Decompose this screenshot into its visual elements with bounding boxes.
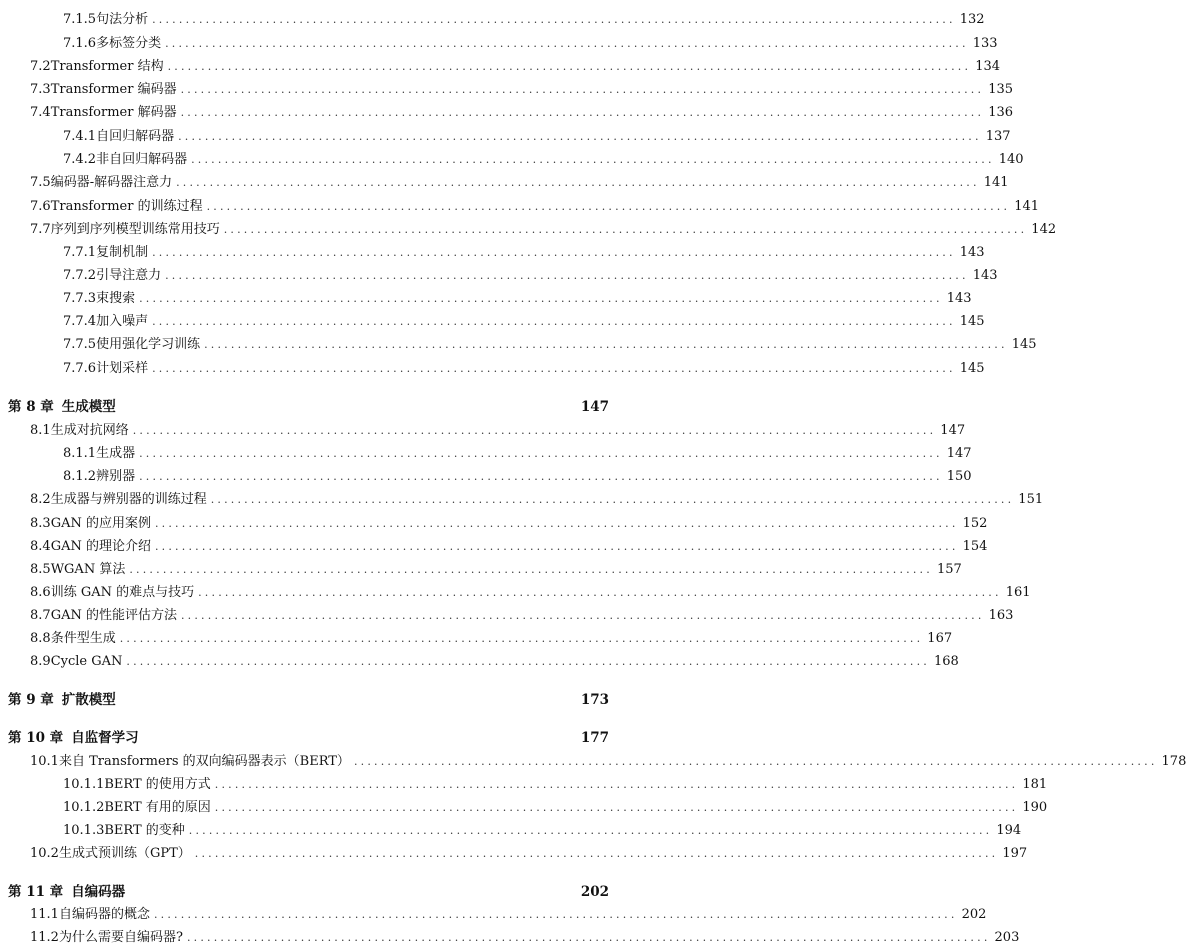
entry-title: Transformer 结构 [50, 59, 164, 74]
entry-number: 11.2 [30, 930, 59, 945]
entry-number: 8.1.2 [63, 469, 97, 484]
dot-leader: ........................................................................................................................ [178, 130, 982, 143]
page-number: 197 [1002, 846, 1028, 861]
page-number: 150 [946, 469, 972, 484]
dot-leader: ........................................................................................................................ [119, 632, 924, 645]
page-number: 163 [988, 608, 1014, 623]
entry-title: 自编码器的概念 [58, 907, 150, 922]
entry-title: 使用强化学习训练 [96, 337, 201, 352]
entry-title: 编码器-解码器注意力 [50, 175, 173, 190]
page-number: 136 [988, 105, 1014, 120]
entry-title: 多标签分类 [96, 36, 162, 51]
dot-leader: ........................................................................................................................ [126, 655, 930, 668]
page-number: 151 [1018, 492, 1044, 507]
subsection-entry[interactable] [63, 312, 985, 332]
page-number: 194 [996, 823, 1022, 838]
chapter-entry[interactable] [8, 728, 609, 748]
subsection-entry[interactable] [63, 150, 1024, 170]
entry-title: BERT 的变种 [104, 823, 185, 838]
entry-title: 生成式预训练（GPT） [58, 846, 191, 861]
page-number: 190 [1022, 800, 1048, 815]
dot-leader: ........................................................................................................................ [194, 847, 999, 860]
dot-leader: ........................................................................................................................ [154, 517, 959, 530]
subsection-entry[interactable] [63, 444, 972, 464]
entry-title: GAN 的性能评估方法 [50, 608, 177, 623]
dot-leader: ........................................................................................................................ [180, 609, 985, 622]
dot-leader: ........................................................................................................................ [180, 83, 985, 96]
section-entry[interactable] [30, 421, 966, 441]
subsection-entry[interactable] [63, 775, 1048, 795]
subsection-entry[interactable] [63, 821, 1022, 841]
entry-number: 11.1 [30, 907, 59, 922]
page-number: 142 [1031, 222, 1057, 237]
entry-number: 7.7 [30, 222, 51, 237]
dot-leader: ........................................................................................................................ [152, 315, 956, 328]
entry-number: 7.7.5 [63, 337, 97, 352]
dot-leader: ........................................................................................................................ [204, 338, 1008, 351]
entry-title: 生成器与辨别器的训练过程 [50, 492, 207, 507]
dot-leader: ........................................................................................................................ [180, 106, 985, 119]
page-number: 135 [988, 82, 1014, 97]
entry-number: 7.7.4 [63, 314, 97, 329]
page-number: 157 [936, 562, 962, 577]
section-entry[interactable] [30, 57, 1001, 77]
entry-title: 来自 Transformers 的双向编码器表示（BERT） [58, 754, 350, 769]
dot-leader: ........................................................................................................................ [210, 493, 1015, 506]
dot-leader: ........................................................................................................................ [167, 60, 972, 73]
entry-title: 辨别器 [96, 469, 136, 484]
entry-number: 8.2 [30, 492, 51, 507]
section-entry[interactable] [30, 560, 962, 580]
page-number: 178 [1161, 754, 1186, 769]
entry-number: 7.4.1 [63, 129, 97, 144]
entry-title: 条件型生成 [50, 631, 116, 646]
page-number: 202 [580, 884, 609, 900]
section-entry[interactable] [30, 537, 988, 557]
entry-title: 非自回归解码器 [96, 152, 188, 167]
dot-leader: ........................................................................................................................ [152, 362, 956, 375]
page-number: 203 [994, 930, 1020, 945]
page-number: 202 [961, 907, 987, 922]
entry-number: 8.8 [30, 631, 51, 646]
entry-number: 10.1.1 [63, 777, 105, 792]
dot-leader: ........................................................................................................................ [139, 470, 943, 483]
dot-leader: ........................................................................................................................ [129, 563, 933, 576]
entry-title: 引导注意力 [96, 268, 162, 283]
entry-title: 为什么需要自编码器? [58, 930, 183, 945]
entry-title: Transformer 编码器 [50, 82, 177, 97]
page-number: 143 [959, 245, 985, 260]
page-number: 147 [940, 423, 966, 438]
dot-leader: ........................................................................................................................ [191, 153, 995, 166]
dot-leader: ........................................................................................................................ [214, 801, 1019, 814]
section-entry[interactable] [30, 606, 1014, 626]
entry-title: BERT 的使用方式 [104, 777, 211, 792]
page-number: 154 [962, 539, 988, 554]
entry-title: 复制机制 [96, 245, 149, 260]
dot-leader: ........................................................................................................................ [176, 176, 980, 189]
entry-title: 扩散模型 [61, 692, 116, 708]
page-number: 145 [959, 361, 985, 376]
dot-leader: ........................................................................................................................ [206, 200, 1011, 213]
dot-leader: ........................................................................................................................ [132, 424, 937, 437]
entry-number: 7.6 [30, 199, 51, 214]
page-number: 137 [985, 129, 1011, 144]
entry-title: 自编码器 [71, 884, 126, 900]
dot-leader: ........................................................................................................................ [198, 586, 1002, 599]
entry-title: GAN 的理论介绍 [50, 539, 151, 554]
entry-number: 7.2 [30, 59, 51, 74]
entry-title: 生成对抗网络 [50, 423, 129, 438]
subsection-entry[interactable] [63, 289, 972, 309]
entry-title: Transformer 解码器 [50, 105, 177, 120]
entry-number: 7.1.5 [63, 12, 97, 27]
page-number: 147 [946, 446, 972, 461]
section-entry[interactable] [30, 583, 1031, 603]
entry-title: 训练 GAN 的难点与技巧 [50, 585, 195, 600]
entry-number: 8.7 [30, 608, 51, 623]
dot-leader: ........................................................................................................................ [188, 824, 993, 837]
entry-number: 7.7.1 [63, 245, 97, 260]
entry-title: 计划采样 [96, 361, 149, 376]
entry-title: 生成器 [96, 446, 136, 461]
entry-title: 生成模型 [61, 399, 116, 415]
entry-number: 10.1 [30, 754, 59, 769]
page-number: 147 [580, 399, 609, 415]
entry-number: 10.1.2 [63, 800, 105, 815]
entry-number: 7.5 [30, 175, 51, 190]
entry-number: 7.7.2 [63, 268, 97, 283]
subsection-entry[interactable] [63, 34, 998, 54]
entry-number: 8.6 [30, 585, 51, 600]
entry-number: 8.1.1 [63, 446, 97, 461]
entry-title: 束搜索 [96, 291, 136, 306]
dot-leader: ........................................................................................................................ [223, 223, 1028, 236]
entry-title: 自回归解码器 [96, 129, 175, 144]
entry-title: 自监督学习 [71, 730, 139, 746]
entry-title: Cycle GAN [50, 654, 123, 669]
dot-leader: ........................................................................................................................ [139, 447, 943, 460]
page-number: 168 [933, 654, 959, 669]
section-entry[interactable] [30, 220, 1057, 240]
entry-title: 句法分析 [96, 12, 149, 27]
entry-number: 10.2 [30, 846, 59, 861]
entry-title: WGAN 算法 [50, 562, 126, 577]
subsection-entry[interactable] [63, 467, 972, 487]
page-number: 140 [998, 152, 1024, 167]
section-entry[interactable] [30, 197, 1040, 217]
page-number: 173 [580, 692, 609, 708]
section-entry[interactable] [30, 652, 959, 672]
page-number: 177 [580, 730, 609, 746]
entry-number: 7.7.6 [63, 361, 97, 376]
page-number: 145 [959, 314, 985, 329]
section-entry[interactable] [30, 173, 1009, 193]
entry-number: 第 11 章 [8, 884, 64, 900]
entry-title: GAN 的应用案例 [50, 516, 151, 531]
entry-number: 10.1.3 [63, 823, 105, 838]
entry-number: 第 8 章 [8, 399, 54, 415]
entry-number: 7.3 [30, 82, 51, 97]
page-number: 143 [946, 291, 972, 306]
entry-number: 7.7.3 [63, 291, 97, 306]
section-entry[interactable] [30, 629, 953, 649]
section-entry[interactable] [30, 514, 988, 534]
subsection-entry[interactable] [63, 266, 998, 286]
section-entry[interactable] [30, 490, 1044, 510]
entry-number: 7.4 [30, 105, 51, 120]
dot-leader: ........................................................................................................................ [152, 13, 956, 26]
entry-number: 第 10 章 [8, 730, 64, 746]
page-number: 132 [959, 12, 985, 27]
dot-leader: ........................................................................................................................ [214, 778, 1019, 791]
section-entry[interactable] [30, 905, 987, 925]
subsection-entry[interactable] [63, 10, 985, 30]
entry-number: 8.3 [30, 516, 51, 531]
dot-leader: ........................................................................................................................ [165, 269, 969, 282]
page-number: 152 [962, 516, 988, 531]
page-number: 143 [972, 268, 998, 283]
dot-leader: ........................................................................................................................ [139, 292, 943, 305]
subsection-entry[interactable] [63, 335, 1037, 355]
chapter-entry[interactable] [8, 882, 609, 902]
subsection-entry[interactable] [63, 127, 1011, 147]
entry-title: BERT 有用的原因 [104, 800, 211, 815]
dot-leader: ........................................................................................................................ [165, 37, 969, 50]
section-entry[interactable] [30, 80, 1014, 100]
page-number: 145 [1011, 337, 1037, 352]
entry-title: Transformer 的训练过程 [50, 199, 203, 214]
entry-number: 7.4.2 [63, 152, 97, 167]
page-number: 167 [927, 631, 953, 646]
subsection-entry[interactable] [63, 243, 985, 263]
page-number: 141 [983, 175, 1009, 190]
entry-number: 7.1.6 [63, 36, 97, 51]
page-number: 181 [1022, 777, 1048, 792]
entry-number: 8.1 [30, 423, 51, 438]
page-number: 134 [975, 59, 1001, 74]
subsection-entry[interactable] [63, 798, 1048, 818]
entry-number: 8.5 [30, 562, 51, 577]
dot-leader: ........................................................................................................................ [353, 755, 1158, 768]
dot-leader: ........................................................................................................................ [152, 246, 956, 259]
section-entry[interactable] [30, 844, 1028, 864]
section-entry[interactable] [30, 103, 1014, 123]
page-number: 161 [1005, 585, 1031, 600]
chapter-entry[interactable] [8, 690, 609, 710]
entry-number: 8.4 [30, 539, 51, 554]
page-number: 133 [972, 36, 998, 51]
dot-leader: ........................................................................................................................ [153, 908, 958, 921]
entry-number: 第 9 章 [8, 692, 54, 708]
section-entry[interactable] [30, 928, 1020, 948]
entry-title: 加入噪声 [96, 314, 149, 329]
chapter-entry[interactable] [8, 397, 609, 417]
section-entry[interactable] [30, 752, 1186, 772]
entry-number: 8.9 [30, 654, 51, 669]
dot-leader: ........................................................................................................................ [154, 540, 959, 553]
dot-leader: ........................................................................................................................ [186, 931, 991, 944]
subsection-entry[interactable] [63, 359, 985, 379]
page-number: 141 [1014, 199, 1040, 214]
entry-title: 序列到序列模型训练常用技巧 [50, 222, 220, 237]
